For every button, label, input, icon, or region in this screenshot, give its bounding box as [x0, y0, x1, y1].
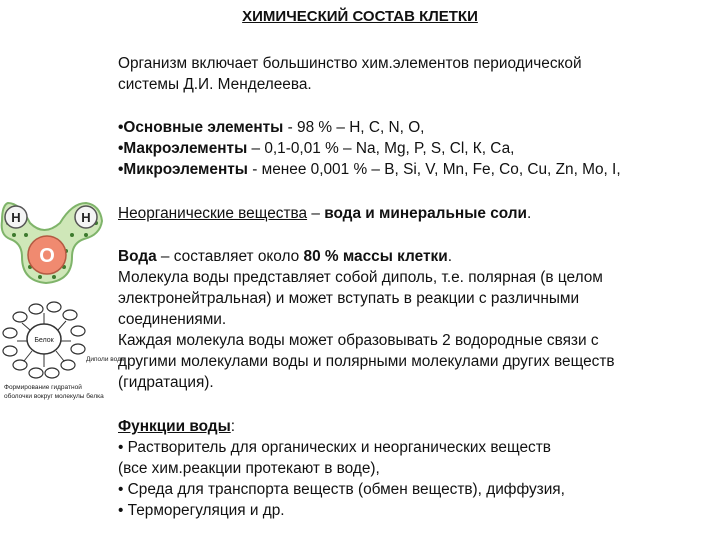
micro-elements-label: •Микроэлементы: [118, 161, 248, 178]
water-bold: 80 % массы клетки: [303, 248, 448, 265]
water-line: соединениями.: [118, 311, 227, 328]
intro-line: системы Д.И. Менделеева.: [118, 76, 312, 93]
elements-list: [118, 117, 718, 180]
water-heading-line: [118, 246, 718, 267]
hydrogen-atom-label: H: [81, 210, 91, 225]
water-end: .: [447, 248, 452, 265]
basic-elements-text: - 98 % – Н, С, N, О,: [283, 119, 425, 136]
macro-elements-item: [118, 138, 718, 159]
function-item: • Растворитель для органических и неорганических веществ: [118, 439, 551, 456]
water-line: Каждая молекула воды может образовывать 2 водородные связи с: [118, 332, 599, 349]
inorganic-dash: –: [307, 205, 325, 222]
oxygen-atom-label: O: [39, 245, 55, 267]
micro-elements-text: - менее 0,001 % – В, Si, V, Mn, Fe, Co, Cu, Zn, Mo, I,: [247, 161, 621, 178]
intro-paragraph: [118, 53, 718, 95]
hydration-shell-illustration: [0, 295, 126, 405]
water-mid: – составляет около: [156, 248, 304, 265]
water-term: Вода: [118, 248, 157, 265]
hydration-caption-line: оболочки вокруг молекулы белка: [4, 393, 104, 400]
intro-line: Организм включает большинство хим.элементов периодической: [118, 55, 582, 72]
page-title: ХИМИЧЕСКИЙ СОСТАВ КЛЕТКИ: [242, 8, 478, 25]
inorganic-end: .: [527, 205, 532, 222]
functions-heading-line: [118, 416, 718, 437]
water-line: Молекула воды представляет собой диполь, т.е. полярная (в целом: [118, 269, 603, 286]
functions-heading: Функции воды: [118, 418, 231, 435]
functions-paragraph: [118, 416, 718, 521]
inorganic-paragraph: [118, 203, 718, 224]
functions-colon: :: [230, 418, 236, 435]
water-line: (гидратация).: [118, 374, 214, 391]
function-item: • Терморегуляция и др.: [118, 502, 285, 519]
protein-label: Белок: [34, 337, 54, 344]
micro-elements-item: [118, 159, 718, 180]
water-molecule-illustration: [0, 195, 108, 290]
macro-elements-text: – 0,1-0,01 % – Na, Mg, P, S, Cl, К, Са,: [247, 140, 515, 157]
function-item: • Среда для транспорта веществ (обмен веществ), диффузия,: [118, 481, 565, 498]
water-paragraph: [118, 246, 718, 393]
hydrogen-atom-label: H: [11, 210, 21, 225]
macro-elements-label: •Макроэлементы: [118, 140, 248, 157]
basic-elements-item: [118, 117, 718, 138]
inorganic-rest: вода и минеральные соли: [324, 205, 528, 222]
inorganic-term: Неорганические вещества: [118, 205, 308, 222]
water-dipoles-label: Диполи воды: [86, 356, 126, 363]
hydration-caption-line: Формирование гидратной: [4, 384, 82, 391]
water-line: другими молекулами воды и полярными молекулами других веществ: [118, 353, 615, 370]
basic-elements-label: •Основные элементы: [118, 119, 284, 136]
function-item: (все хим.реакции протекают в воде),: [118, 460, 380, 477]
water-line: электронейтральная) и может вступать в реакции с различными: [118, 290, 580, 307]
